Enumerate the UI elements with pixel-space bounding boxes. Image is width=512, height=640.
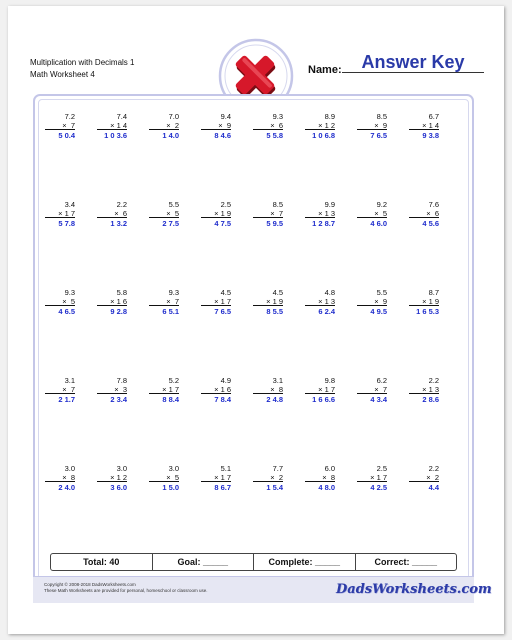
multiplicand: 2.5 (376, 464, 387, 473)
answer: 5 5.8 (266, 131, 283, 140)
multiplier: × 1 4 (409, 121, 439, 130)
multiplication-problem (409, 376, 439, 403)
answer: 8 5.5 (266, 307, 283, 316)
multiplicand: 4.8 (324, 288, 335, 297)
multiplication-problem (253, 288, 283, 315)
multiplier: × 8 (305, 473, 335, 482)
answer: 2 4.8 (266, 395, 283, 404)
answer: 7 6.5 (214, 307, 231, 316)
multiplier: × 1 4 (97, 121, 127, 130)
problem-row (45, 112, 471, 162)
multiplication-problem (305, 112, 335, 139)
answer: 1 5.0 (162, 483, 179, 492)
multiplication-problem (149, 200, 179, 227)
multiplication-problem (149, 288, 179, 315)
multiplier: × 1 7 (305, 385, 335, 394)
multiplication-problem (357, 112, 387, 139)
multiplier: × 2 (253, 473, 283, 482)
multiplier: × 5 (357, 209, 387, 218)
problem-row (45, 200, 471, 250)
multiplicand: 7.7 (272, 464, 283, 473)
multiplicand: 5.5 (168, 200, 179, 209)
title-line-2: Math Worksheet 4 (30, 70, 95, 79)
multiplication-problem (45, 200, 75, 227)
answer: 4 7.5 (214, 219, 231, 228)
answer: 5 7.8 (58, 219, 75, 228)
answer: 1 0 3.6 (104, 131, 127, 140)
multiplicand: 4.5 (272, 288, 283, 297)
multiplicand: 5.1 (220, 464, 231, 473)
multiplier: × 6 (253, 121, 283, 130)
problem-row (45, 464, 471, 514)
answer: 1 6 6.6 (312, 395, 335, 404)
answer: 7 6.5 (370, 131, 387, 140)
answer: 5 0.4 (58, 131, 75, 140)
multiplicand: 8.9 (324, 112, 335, 121)
multiplicand: 2.2 (428, 464, 439, 473)
multiplier: × 7 (45, 121, 75, 130)
answer-key-field: Answer Key (342, 51, 484, 73)
multiplier: × 6 (409, 209, 439, 218)
answer: 2 8.6 (422, 395, 439, 404)
answer: 4 2.5 (370, 483, 387, 492)
multiplier: × 1 7 (149, 385, 179, 394)
multiplicand: 9.3 (272, 112, 283, 121)
multiplier: × 1 6 (97, 297, 127, 306)
multiplier: × 1 3 (305, 209, 335, 218)
multiplier: × 6 (97, 209, 127, 218)
multiplication-problem (409, 288, 439, 315)
answer: 8 8.4 (162, 395, 179, 404)
multiplication-problem (201, 288, 231, 315)
multiplicand: 3.0 (168, 464, 179, 473)
multiplication-problem (45, 288, 75, 315)
multiplicand: 7.8 (116, 376, 127, 385)
multiplication-problem (149, 464, 179, 491)
answer: 6 2.4 (318, 307, 335, 316)
answer: 1 4.0 (162, 131, 179, 140)
multiplicand: 9.8 (324, 376, 335, 385)
multiplication-problem (253, 200, 283, 227)
answer: 2 1.7 (58, 395, 75, 404)
complete-field: Complete: _____ (254, 554, 356, 570)
answer: 8 4.6 (214, 131, 231, 140)
multiplicand: 3.1 (64, 376, 75, 385)
multiplier: × 1 7 (201, 297, 231, 306)
multiplier: × 1 2 (305, 121, 335, 130)
copyright-line: Copyright © 2008-2018 DadsWorksheets.com (44, 582, 136, 587)
multiplier: × 1 7 (357, 473, 387, 482)
multiplier: × 5 (149, 209, 179, 218)
multiplication-problem (409, 200, 439, 227)
multiplicand: 2.2 (428, 376, 439, 385)
answer: 9 2.8 (110, 307, 127, 316)
answer: 4 8.0 (318, 483, 335, 492)
multiplication-problem (305, 288, 335, 315)
multiplication-problem (357, 464, 387, 491)
multiplicand: 7.2 (64, 112, 75, 121)
answer: 4 6.5 (58, 307, 75, 316)
answer: 6 5.1 (162, 307, 179, 316)
multiplication-problem (201, 376, 231, 403)
copyright-notice (44, 582, 208, 594)
multiplier: × 2 (149, 121, 179, 130)
multiplication-problem (253, 376, 283, 403)
answer: 4 9.5 (370, 307, 387, 316)
multiplier: × 7 (149, 297, 179, 306)
multiplicand: 6.2 (376, 376, 387, 385)
problem-grid (45, 112, 471, 502)
multiplicand: 6.7 (428, 112, 439, 121)
multiplication-problem (97, 200, 127, 227)
score-bar (50, 553, 457, 571)
multiplier: × 1 9 (409, 297, 439, 306)
multiplier: × 1 3 (409, 385, 439, 394)
multiplication-problem (97, 288, 127, 315)
multiplier: × 8 (253, 385, 283, 394)
multiplier: × 7 (253, 209, 283, 218)
multiplicand: 4.5 (220, 288, 231, 297)
multiplier: × 9 (357, 297, 387, 306)
multiplier: × 9 (357, 121, 387, 130)
multiplicand: 4.9 (220, 376, 231, 385)
multiplication-problem (201, 112, 231, 139)
multiplication-problem (149, 376, 179, 403)
answer: 1 2 8.7 (312, 219, 335, 228)
multiplicand: 3.0 (64, 464, 75, 473)
answer: 1 0 6.8 (312, 131, 335, 140)
multiplier: × 2 (409, 473, 439, 482)
answer: 7 8.4 (214, 395, 231, 404)
name-label: Name: (308, 64, 342, 76)
answer: 4.4 (428, 483, 439, 492)
multiplication-problem (305, 200, 335, 227)
multiplier: × 9 (201, 121, 231, 130)
answer: 4 3.4 (370, 395, 387, 404)
multiplication-problem (305, 376, 335, 403)
answer: 4 6.0 (370, 219, 387, 228)
multiplication-problem (149, 112, 179, 139)
multiplicand: 3.1 (272, 376, 283, 385)
multiplier: × 7 (357, 385, 387, 394)
problem-row (45, 288, 471, 338)
multiplicand: 8.7 (428, 288, 439, 297)
multiplication-problem (409, 464, 439, 491)
answer: 1 3.2 (110, 219, 127, 228)
multiplier: × 7 (45, 385, 75, 394)
multiplicand: 7.0 (168, 112, 179, 121)
multiplier: × 1 7 (45, 209, 75, 218)
total-count: Total: 40 (51, 554, 153, 570)
multiplicand: 3.0 (116, 464, 127, 473)
multiplication-problem (305, 464, 335, 491)
problem-row (45, 376, 471, 426)
title-line-1: Multiplication with Decimals 1 (30, 58, 135, 67)
multiplication-problem (45, 376, 75, 403)
multiplier: × 1 9 (253, 297, 283, 306)
multiplication-problem (97, 376, 127, 403)
answer: 1 5.4 (266, 483, 283, 492)
multiplication-problem (253, 464, 283, 491)
goal-field: Goal: _____ (153, 554, 255, 570)
multiplicand: 9.2 (376, 200, 387, 209)
multiplier: × 5 (45, 297, 75, 306)
multiplicand: 7.6 (428, 200, 439, 209)
multiplicand: 9.4 (220, 112, 231, 121)
multiplication-problem (357, 288, 387, 315)
multiplicand: 9.9 (324, 200, 335, 209)
multiplier: × 8 (45, 473, 75, 482)
worksheet-title (30, 57, 134, 81)
multiplication-problem (201, 464, 231, 491)
multiplicand: 6.0 (324, 464, 335, 473)
answer: 5 9.5 (266, 219, 283, 228)
multiplicand: 2.2 (116, 200, 127, 209)
multiplier: × 1 2 (97, 473, 127, 482)
correct-field: Correct: _____ (374, 557, 438, 567)
multiplier: × 3 (97, 385, 127, 394)
multiplication-problem (45, 112, 75, 139)
multiplicand: 9.3 (64, 288, 75, 297)
multiplier: × 1 3 (305, 297, 335, 306)
multiplier: × 1 9 (201, 209, 231, 218)
multiplicand: 5.2 (168, 376, 179, 385)
answer: 8 6.7 (214, 483, 231, 492)
multiplicand: 5.8 (116, 288, 127, 297)
multiplicand: 9.3 (168, 288, 179, 297)
answer: 2 3.4 (110, 395, 127, 404)
multiplier: × 1 6 (201, 385, 231, 394)
usage-line: These Math Worksheets are provided for personal, homeschool or classroom use. (44, 588, 208, 593)
multiplicand: 7.4 (116, 112, 127, 121)
multiplicand: 3.4 (64, 200, 75, 209)
answer: 9 3.8 (422, 131, 439, 140)
multiplication-problem (253, 112, 283, 139)
multiplier: × 1 7 (201, 473, 231, 482)
answer: 4 5.6 (422, 219, 439, 228)
multiplier: × 5 (149, 473, 179, 482)
multiplication-problem (409, 112, 439, 139)
multiplicand: 2.5 (220, 200, 231, 209)
answer: 2 7.5 (162, 219, 179, 228)
multiplication-problem (45, 464, 75, 491)
multiplication-problem (357, 200, 387, 227)
multiplicand: 8.5 (376, 112, 387, 121)
brand-logo: DadsWorksheets.com (336, 582, 492, 597)
answer: 1 6 5.3 (416, 307, 439, 316)
answer: 2 4.0 (58, 483, 75, 492)
multiplication-problem (97, 464, 127, 491)
answer: 3 6.0 (110, 483, 127, 492)
multiplication-problem (357, 376, 387, 403)
multiplication-problem (97, 112, 127, 139)
multiplication-problem (201, 200, 231, 227)
multiplicand: 8.5 (272, 200, 283, 209)
multiplicand: 5.5 (376, 288, 387, 297)
